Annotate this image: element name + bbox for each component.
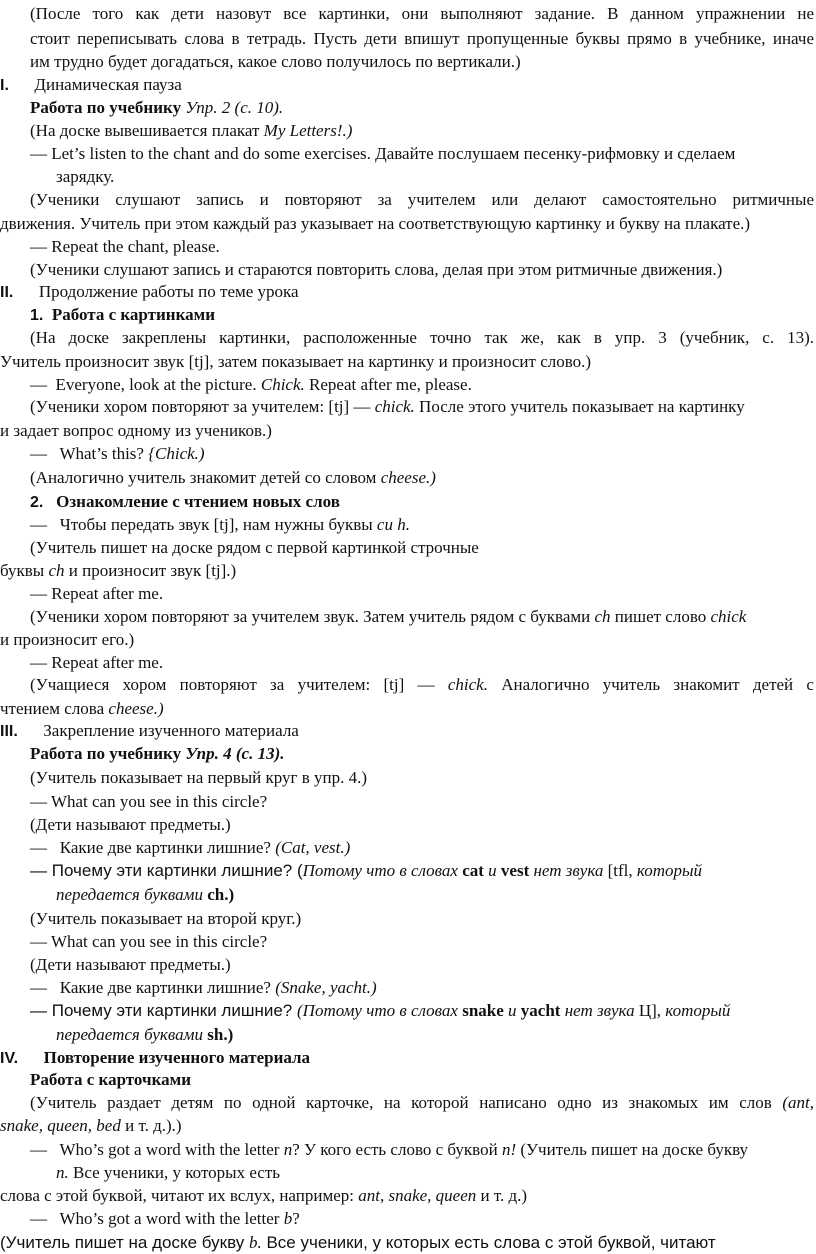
text-segment: Ц], bbox=[638, 1001, 666, 1020]
text-segment: (Ученики хором повторяют за учителем: [tj] — bbox=[30, 397, 375, 416]
text-segment: — Everyone, look at the picture. bbox=[30, 375, 261, 394]
text-line: — What can you see in this circle? bbox=[30, 932, 268, 951]
text-segment: — Какие две картинки лишние? bbox=[30, 978, 276, 997]
text-line bbox=[30, 1138, 814, 1161]
text-segment: передается буквами bbox=[56, 1025, 208, 1044]
text-line bbox=[30, 1091, 814, 1114]
text-segment: chick. bbox=[374, 397, 415, 416]
text-segment: Динамическая пауза bbox=[8, 75, 182, 94]
text-segment: vest bbox=[500, 861, 530, 880]
text-segment: который bbox=[665, 1001, 731, 1020]
text-segment: (Потому что в словах bbox=[297, 1001, 463, 1020]
text-segment: yacht bbox=[520, 1001, 561, 1020]
text-line bbox=[0, 1231, 810, 1254]
text-line bbox=[30, 513, 810, 536]
text-segment: ch bbox=[48, 561, 65, 580]
text-segment: 1. bbox=[30, 307, 44, 324]
text-segment: и bbox=[503, 1001, 521, 1020]
text-segment: си h. bbox=[376, 515, 410, 534]
text-line: — What can you see in this circle? bbox=[30, 792, 268, 811]
text-segment: После этого учитель показывает на картинку bbox=[414, 397, 745, 416]
text-line: и произносит его.) bbox=[0, 630, 135, 649]
text-line bbox=[0, 73, 780, 97]
text-segment: Все ученики, у которых есть bbox=[68, 1163, 281, 1182]
text-segment: {Chick.) bbox=[148, 444, 205, 463]
text-segment: (Учитель раздает детям по одной карточке, на которой написано одно из знакомых им слов bbox=[30, 1093, 783, 1112]
text-segment: Работа с картинками bbox=[43, 305, 216, 324]
text-line: (Дети называют предметы.) bbox=[30, 955, 231, 974]
text-line: движения. Учитель при этом каждый раз указывает на соответствующую картинку и букву на плакате.) bbox=[0, 214, 751, 233]
text-line: — Repeat after me. bbox=[30, 653, 164, 672]
text-segment: (Snake, yacht.) bbox=[275, 978, 377, 997]
text-line bbox=[30, 673, 814, 696]
text-line bbox=[30, 119, 810, 142]
text-line: — Repeat after me. bbox=[30, 584, 164, 603]
text-segment: Repeat after me, please. bbox=[304, 375, 472, 394]
text-segment: chick. bbox=[447, 675, 488, 694]
text-segment: b bbox=[283, 1209, 293, 1228]
text-line: и задает вопрос одному из учеников.) bbox=[0, 421, 272, 440]
text-segment: (Учитель пишет на доске букву bbox=[0, 1233, 249, 1252]
text-line: им трудно будет догадаться, какое слово получилось по вертикали.) bbox=[30, 52, 521, 71]
text-segment: — Почему эти картинки лишние? bbox=[30, 1001, 297, 1020]
text-line: (Учитель показывает на второй круг.) bbox=[30, 909, 302, 928]
text-segment: snake bbox=[462, 1001, 504, 1020]
text-segment: ? bbox=[292, 1209, 300, 1228]
text-segment: (Учащиеся хором повторяют за учителем: [tj] — bbox=[30, 675, 448, 694]
text-line bbox=[56, 1023, 796, 1046]
text-segment: — Who’s got a word with the letter bbox=[30, 1209, 284, 1228]
text-line bbox=[30, 490, 810, 514]
text-segment: — Какие две картинки лишние? bbox=[30, 838, 276, 857]
text-line bbox=[30, 96, 810, 119]
text-segment: и т. д.).) bbox=[120, 1116, 182, 1135]
text-segment: (ant, bbox=[782, 1093, 814, 1112]
text-segment: и т. д.) bbox=[476, 1186, 528, 1205]
text-segment: n. bbox=[56, 1163, 69, 1182]
text-line bbox=[56, 1161, 796, 1184]
text-segment: пишет слово bbox=[610, 607, 711, 626]
text-line bbox=[0, 719, 780, 743]
text-line: — Repeat the chant, please. bbox=[30, 237, 220, 256]
text-line bbox=[30, 303, 810, 327]
text-line bbox=[30, 742, 810, 765]
text-line bbox=[30, 1068, 810, 1091]
text-line bbox=[30, 859, 800, 882]
text-segment: — What’s this? bbox=[30, 444, 149, 463]
text-segment: [tfl, bbox=[607, 861, 637, 880]
text-segment: n! bbox=[501, 1140, 517, 1159]
text-line: (На доске закреплены картинки, расположенные точно так же, как в упр. 3 (учебник, с. 13). bbox=[30, 328, 814, 347]
text-segment: и произносит звук [tj].) bbox=[64, 561, 237, 580]
text-segment: snake, queen bbox=[388, 1186, 477, 1205]
text-segment: Повторение изученного материала bbox=[18, 1048, 311, 1067]
text-segment: — Почему эти картинки лишние? ( bbox=[30, 861, 303, 880]
text-segment: (На доске вывешивается плакат bbox=[30, 121, 264, 140]
text-line: (Учитель пишет на доске рядом с первой картинкой строчные bbox=[30, 538, 479, 557]
text-line: (После того как дети назовут все картинки, они выполняют задание. В данном упражнении не bbox=[30, 4, 814, 23]
text-segment: (Аналогично учитель знакомит детей со словом bbox=[30, 468, 381, 487]
text-segment: Упр. 4 (с. 13). bbox=[185, 744, 285, 763]
text-segment: I. bbox=[0, 77, 9, 94]
text-line bbox=[0, 1046, 780, 1070]
text-segment: — Who’s got a word with the letter bbox=[30, 1140, 284, 1159]
text-line bbox=[30, 395, 810, 418]
text-line bbox=[56, 883, 796, 906]
text-segment: ch.) bbox=[207, 885, 235, 904]
text-segment: Потому что в словах bbox=[302, 861, 463, 880]
text-line bbox=[0, 1184, 780, 1207]
text-line bbox=[30, 976, 810, 999]
text-segment: Все ученики, у которых есть слова с этой буквой, читают bbox=[261, 1233, 716, 1252]
text-segment: нет звука bbox=[529, 861, 608, 880]
text-segment: Работа по учебнику bbox=[30, 98, 186, 117]
text-segment: (Cat, vest.) bbox=[275, 838, 351, 857]
text-line: — Let’s listen to the chant and do some exercises. Давайте послушаем песенку-рифмовку и сделаем bbox=[30, 144, 736, 163]
text-line: (Ученики слушают запись и повторяют за учителем или делают самостоятельно ритмичные bbox=[30, 190, 814, 209]
text-segment: IV. bbox=[0, 1050, 19, 1067]
text-line bbox=[0, 559, 780, 582]
text-line bbox=[30, 466, 810, 489]
text-segment: n bbox=[283, 1140, 293, 1159]
text-line: стоит переписывать слова в тетрадь. Пусть дети впишут пропущенные буквы прямо в учебнике, иначе bbox=[30, 29, 814, 48]
text-segment: буквы bbox=[0, 561, 49, 580]
text-segment: III. bbox=[0, 723, 18, 740]
text-segment: ant bbox=[358, 1186, 380, 1205]
text-line bbox=[0, 697, 780, 720]
text-segment: cat bbox=[462, 861, 484, 880]
text-segment: cheese.) bbox=[108, 699, 164, 718]
text-segment: chick bbox=[710, 607, 747, 626]
text-segment: и bbox=[483, 861, 501, 880]
text-line bbox=[0, 280, 780, 304]
text-segment: b. bbox=[248, 1233, 262, 1252]
text-segment: (Ученики хором повторяют за учителем звук. Затем учитель рядом с буквами bbox=[30, 607, 595, 626]
text-segment: Работа по учебнику bbox=[30, 744, 186, 763]
text-segment: II. bbox=[0, 284, 14, 301]
text-segment: ch bbox=[594, 607, 611, 626]
text-line: Учитель произносит звук [tj], затем показывает на картинку и произносит слово.) bbox=[0, 352, 592, 371]
text-segment: передается буквами bbox=[56, 885, 208, 904]
text-line bbox=[30, 1207, 810, 1230]
text-segment: ? У кого есть слово с буквой bbox=[292, 1140, 502, 1159]
text-line bbox=[30, 999, 800, 1022]
text-segment: My Letters!.) bbox=[263, 121, 353, 140]
text-segment: Упр. 2 (с. 10). bbox=[185, 98, 284, 117]
text-segment: 2. bbox=[30, 494, 44, 511]
text-line: (Дети называют предметы.) bbox=[30, 815, 231, 834]
text-segment: который bbox=[636, 861, 703, 880]
text-segment: snake, queen, bed bbox=[0, 1116, 121, 1135]
text-segment: — Чтобы передать звук [tj], нам нужны буквы bbox=[30, 515, 377, 534]
text-segment: , bbox=[379, 1186, 389, 1205]
text-segment: Chick. bbox=[260, 375, 305, 394]
text-segment: чтением слова bbox=[0, 699, 109, 718]
text-segment: слова с этой буквой, читают их вслух, например: bbox=[0, 1186, 359, 1205]
text-segment: cheese.) bbox=[380, 468, 436, 487]
text-line bbox=[0, 1114, 780, 1137]
text-segment: Аналогично учитель знакомит детей с bbox=[487, 675, 814, 694]
text-line: зарядку. bbox=[56, 167, 115, 186]
text-segment: sh.) bbox=[207, 1025, 234, 1044]
text-line bbox=[30, 373, 810, 396]
text-line bbox=[30, 605, 816, 628]
text-segment: нет звука bbox=[560, 1001, 639, 1020]
text-segment: Закрепление изученного материала bbox=[17, 721, 299, 740]
text-segment: Работа с карточками bbox=[30, 1070, 191, 1089]
text-line bbox=[30, 836, 810, 859]
text-line bbox=[30, 442, 810, 465]
text-segment: Ознакомление с чтением новых слов bbox=[43, 492, 340, 511]
text-segment: (Учитель пишет на доске букву bbox=[516, 1140, 749, 1159]
text-line: (Учитель показывает на первый круг в упр. 4.) bbox=[30, 768, 368, 787]
text-segment: Продолжение работы по теме урока bbox=[13, 282, 299, 301]
text-line: (Ученики слушают запись и стараются повторить слова, делая при этом ритмичные движения.) bbox=[30, 260, 723, 279]
